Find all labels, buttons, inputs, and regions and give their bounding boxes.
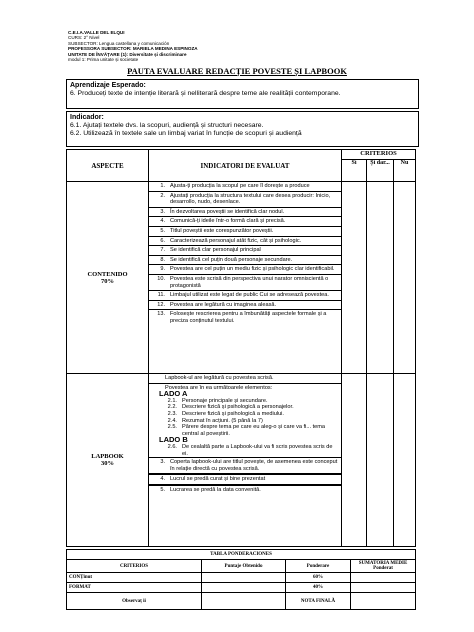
observ-label: Observaț ii (67, 593, 202, 610)
indicador-box (66, 111, 419, 147)
nota-final-label: NOTA FINALĂ (286, 593, 351, 610)
lapbook-item (149, 474, 341, 485)
item-text: Lucrul se predă curat și bine prezentat (170, 476, 266, 483)
header-nu: Nu (394, 160, 416, 182)
item-number: 11. (157, 292, 165, 299)
criteria-nu-cell[interactable] (394, 182, 416, 374)
item-text: De cealaltă parte a Lapbook-ului va fi scris povestea scris de ei. (182, 443, 333, 457)
header-si-dar: Și dar... (367, 160, 394, 182)
lado-a-item (149, 418, 341, 425)
indicador-label: Indicador: (70, 114, 104, 121)
pond-row-criterio: FORMAT (67, 583, 202, 593)
indicador-line: 6.2. Utilizează în textele sale un limbaj variat în funcție de scopuri și audiență (70, 130, 302, 137)
item-text: Descriere fizică și psihologică a personajelor. (182, 404, 294, 411)
page-title: PAUTA EVALUARE REDACȚIE POVESTE ȘI LAPBOOK (127, 66, 347, 76)
item-number: 5. (160, 227, 165, 234)
lado-a-list (149, 398, 341, 438)
pond-sum-cell[interactable] (351, 573, 416, 583)
pond-puntaje-cell[interactable] (202, 583, 286, 593)
item-number: 2.4. (167, 417, 177, 424)
item-text: Se identifică cel puțin două personaje secundare. (170, 256, 293, 263)
indicator-item (149, 192, 341, 208)
observ-cell[interactable] (202, 593, 286, 610)
aspect-lapbook (67, 374, 149, 547)
item-number: 12. (157, 301, 165, 308)
ponderacion-title: TABLA PONDERACIONES (67, 550, 416, 560)
evaluation-table (66, 149, 416, 547)
pond-sum-cell[interactable] (351, 583, 416, 593)
item-text: Personaje principale și secundare. (182, 397, 268, 404)
aspect-contenido (67, 182, 149, 374)
lapbook-intro: Povestea are în ea următoarele elementos: (165, 384, 273, 391)
pond-header-sumatoria: SUMATORIA MEDIE Ponderat (351, 560, 416, 573)
pond-row-weight: 60% (286, 573, 351, 583)
lapbook-item (149, 457, 341, 474)
header-aspectos: ASPECTE (67, 150, 149, 182)
indicator-item (149, 275, 341, 291)
indicator-item (149, 182, 341, 192)
criteria-si-dar-cell[interactable] (367, 182, 394, 374)
item-text: Descriere fizică și psihologică a mediului. (182, 410, 284, 417)
item-text: Rezumat în acțiuni. (5 până la 7) (182, 417, 263, 424)
header-line: PROFESSORA SUBSECTOR: MARIELA MEDINA ESPINOZA (68, 46, 198, 52)
item-text: Titlul poveștii este corespunzător poveștii. (170, 227, 274, 234)
item-number: 5. (160, 486, 165, 493)
ponderacion-table (66, 549, 416, 610)
item-text: Ajustați producția la structura textului care desea producir: Inicio, desarrollo, nudo, desenlace. (170, 192, 331, 206)
criteria-si-dar-cell[interactable] (367, 374, 394, 547)
lapbook-indicators (149, 374, 342, 547)
indicator-item (149, 208, 341, 218)
lado-a-item (149, 404, 341, 411)
aprendizaje-label: Aprendizaje Esperado: (70, 82, 146, 89)
pond-row-criterio: CONȚinut (67, 573, 202, 583)
indicator-item (149, 217, 341, 227)
item-number: 7. (160, 247, 165, 254)
header-line: modul 1: Prima unitate și societate (68, 57, 139, 63)
item-text: Părere despre tema pe care eu aleg-o și care va fi... tema central al poveștirii. (182, 424, 326, 437)
indicator-item (149, 301, 341, 311)
item-number: 8. (160, 256, 165, 263)
lapbook-list (149, 457, 341, 494)
header-line: C.E.I.A.VALLE DEL ELQUI (68, 30, 125, 35)
item-text: Se identifică clar personajul principal (170, 247, 261, 254)
item-number: 2.1. (167, 397, 177, 404)
item-text: Comunică-ți ideile într-o formă clară și precisă. (170, 218, 286, 225)
item-text: Lucrarea se predă la data convenită. (170, 486, 261, 493)
header-line: UNITATE DE ÎNVĂȚARE (1): Diversitate și discriminare (68, 51, 187, 57)
indicator-item (149, 256, 341, 266)
item-number: 4. (160, 476, 165, 483)
item-text: Coperta lapbook-ului are titlul povește, de asemenea este conceput în relație directă cu povestea scrisă. (170, 459, 338, 472)
criteria-si-cell[interactable] (342, 182, 367, 374)
nota-final-cell[interactable] (351, 593, 416, 610)
lado-b-heading: LADO B (159, 435, 188, 445)
indicator-item (149, 227, 341, 237)
lapbook-intro: Lapbook-ul are legătură cu povestea scrisă. (149, 374, 341, 384)
document-header (68, 30, 198, 62)
contenido-indicators (149, 182, 342, 374)
item-text: Caracterizează personajul atât fizic, cât și psihologic. (170, 237, 302, 244)
header-criterios: CRITERIOS (342, 150, 416, 160)
item-text: Ajusta-ți producția la scopul pe care îl dorește a produce (170, 183, 310, 189)
item-text: Limbajul utilizat este legat de public Cui se adresează povestea. (170, 292, 329, 299)
aspect-label: CONTENIDO (87, 270, 128, 278)
header-si: Sí (342, 160, 367, 182)
item-number: 6. (160, 237, 165, 244)
item-number: 10. (157, 275, 165, 282)
pond-header-ponderare: Ponderare (286, 560, 351, 573)
aspect-weight: 70% (101, 277, 114, 285)
indicador-line: 6.1. Ajutați textele dvs. la scopuri, audiență și structuri necesare. (70, 122, 264, 129)
item-number: 9. (160, 266, 165, 273)
aprendizaje-text: 6. Produceți texte de intenție literară și nelliterară despre teme ale realității contemporane. (70, 90, 341, 97)
pond-puntaje-cell[interactable] (202, 573, 286, 583)
item-text: În dezvoltarea poveștii se identifică clar nodul. (170, 208, 285, 215)
pond-row-weight: 40% (286, 583, 351, 593)
item-number: 2.2. (167, 404, 177, 411)
item-text: Povestea are cel puțin un mediu fizic și psihologic clar identificabil. (170, 266, 335, 273)
header-line: CURS: 2° Nivel (68, 35, 100, 41)
item-number: 2.5. (167, 424, 177, 431)
aspect-weight: 30% (101, 460, 114, 467)
lado-a-item (149, 411, 341, 418)
pond-header-puntaje: Puntaje Obtenido (202, 560, 286, 573)
item-number: 3. (160, 459, 165, 466)
aspect-label: LAPBOOK (91, 453, 124, 460)
lado-a-item (149, 398, 341, 405)
item-number: 1. (160, 183, 165, 189)
item-text: Povestea are legătură cu imaginea aleasă. (170, 301, 277, 308)
indicator-item (149, 310, 341, 325)
item-number: 13. (157, 311, 165, 318)
item-number: 4. (160, 218, 165, 225)
item-number: 2. (160, 192, 165, 199)
item-text: Povestea este scrisă din perspectiva unui narator omniscientă o protagonistă (170, 275, 329, 289)
item-number: 3. (160, 208, 165, 215)
item-number: 2.3. (167, 410, 177, 417)
indicator-item (149, 265, 341, 275)
pond-header-criterios: CRITERIOS (67, 560, 202, 573)
indicator-item (149, 291, 341, 301)
lado-b-list (149, 444, 341, 457)
criteria-nu-cell[interactable] (394, 374, 416, 547)
header-line: SUBSECTOR: Lengua castellana y comunicación (68, 40, 170, 46)
aprendizaje-box (66, 79, 419, 109)
indicator-item (149, 237, 341, 247)
criteria-si-cell[interactable] (342, 374, 367, 547)
lado-b-item (149, 444, 341, 457)
lado-a-heading: LADO A (159, 389, 188, 399)
item-number: 2.6. (167, 443, 177, 450)
item-text: Folosește rescrierea pentru a îmbunătăți aspectele formale și a preciza conținutul textului. (170, 311, 327, 324)
indicator-item (149, 246, 341, 256)
header-indicadores: INDICATORI DE EVALUAT (149, 150, 342, 182)
lapbook-item (149, 485, 341, 495)
